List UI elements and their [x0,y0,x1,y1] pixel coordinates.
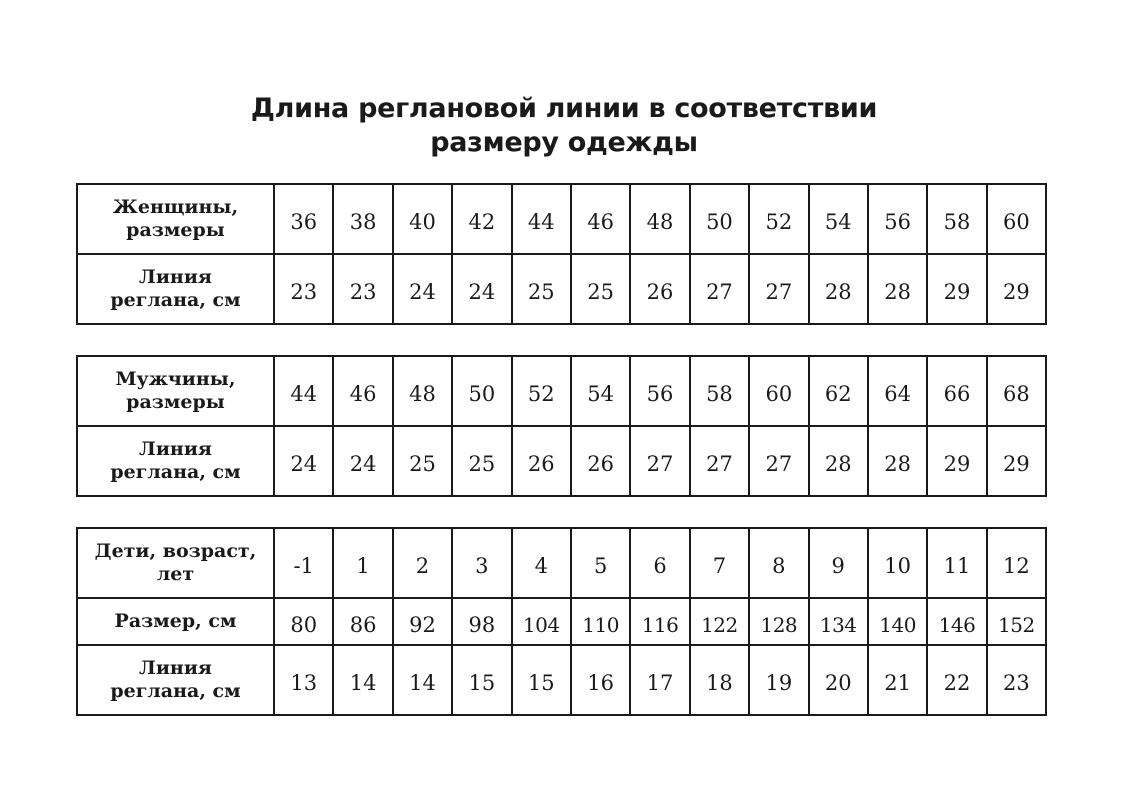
table-cell: 98 [452,598,511,645]
table-cell: -1 [274,528,333,598]
table-cell: 25 [452,426,511,496]
row-label [77,426,274,496]
row-label-line: Мужчины, [115,368,236,390]
table-cell: 104 [512,598,571,645]
table-cell: 134 [809,598,868,645]
men-size-table [76,355,1047,497]
table-cell: 26 [571,426,630,496]
table-cell: 15 [452,645,511,715]
row-label-line: Дети, возраст, [94,540,257,562]
row-label-line: Линия [139,438,212,460]
table-cell: 22 [927,645,986,715]
table-cell: 58 [690,356,749,426]
table-cell: 20 [809,645,868,715]
table-cell: 58 [927,184,986,254]
table-cell: 4 [512,528,571,598]
table-cell: 11 [927,528,986,598]
table-cell: 27 [690,254,749,324]
row-label [77,528,274,598]
table-cell: 42 [452,184,511,254]
table-cell: 146 [927,598,986,645]
table-cell: 29 [987,254,1046,324]
table-cell: 122 [690,598,749,645]
table-cell: 54 [571,356,630,426]
table-cell: 28 [868,254,927,324]
table-cell: 18 [690,645,749,715]
table-row [77,598,1046,645]
row-label-line: Женщины, [112,196,239,218]
table-cell: 14 [333,645,392,715]
table-cell: 15 [512,645,571,715]
row-label-line: размеры [126,219,225,241]
table-cell: 13 [274,645,333,715]
row-label-line: Линия [139,657,212,679]
table-cell: 12 [987,528,1046,598]
table-cell: 19 [749,645,808,715]
page-title [0,92,1128,160]
table-cell: 92 [393,598,452,645]
table-cell: 48 [630,184,689,254]
table-cell: 9 [809,528,868,598]
table-cell: 29 [927,426,986,496]
title-line-2: размеру одежды [430,127,698,158]
table-cell: 27 [749,426,808,496]
row-label-line: Размер, см [114,610,237,632]
table-cell: 48 [393,356,452,426]
row-label [77,254,274,324]
table-cell: 54 [809,184,868,254]
table-cell: 27 [630,426,689,496]
table-cell: 110 [571,598,630,645]
table-cell: 38 [333,184,392,254]
table-cell: 152 [987,598,1046,645]
table-row [77,356,1046,426]
table-cell: 29 [987,426,1046,496]
table-cell: 24 [452,254,511,324]
table-cell: 46 [571,184,630,254]
table-cell: 26 [512,426,571,496]
table-cell: 24 [333,426,392,496]
row-label-line: размеры [126,391,225,413]
table-cell: 36 [274,184,333,254]
table-row [77,645,1046,715]
table-cell: 23 [987,645,1046,715]
table-cell: 24 [274,426,333,496]
row-label [77,356,274,426]
table-cell: 44 [274,356,333,426]
table-cell: 10 [868,528,927,598]
kids-size-table [76,527,1047,716]
table-cell: 21 [868,645,927,715]
table-cell: 56 [868,184,927,254]
table-cell: 28 [868,426,927,496]
row-label-line: Линия [139,266,212,288]
table-cell: 25 [571,254,630,324]
title-line-1: Длина реглановой линии в соответствии [250,93,878,124]
table-cell: 56 [630,356,689,426]
table-row [77,426,1046,496]
table-cell: 64 [868,356,927,426]
row-label-line: реглана, см [110,680,241,702]
row-label-line: лет [156,563,195,585]
table-cell: 140 [868,598,927,645]
table-cell: 5 [571,528,630,598]
row-label [77,184,274,254]
table-row [77,184,1046,254]
table-cell: 50 [452,356,511,426]
table-row [77,254,1046,324]
table-cell: 52 [512,356,571,426]
table-cell: 23 [274,254,333,324]
table-cell: 80 [274,598,333,645]
table-cell: 25 [512,254,571,324]
table-cell: 46 [333,356,392,426]
table-cell: 26 [630,254,689,324]
table-cell: 66 [927,356,986,426]
table-cell: 52 [749,184,808,254]
table-cell: 2 [393,528,452,598]
table-cell: 7 [690,528,749,598]
table-cell: 86 [333,598,392,645]
table-cell: 27 [690,426,749,496]
women-size-table [76,183,1047,325]
table-cell: 17 [630,645,689,715]
table-cell: 44 [512,184,571,254]
row-label-line: реглана, см [110,461,241,483]
table-cell: 29 [927,254,986,324]
table-cell: 28 [809,254,868,324]
table-cell: 6 [630,528,689,598]
table-cell: 8 [749,528,808,598]
table-cell: 62 [809,356,868,426]
table-row [77,528,1046,598]
table-cell: 1 [333,528,392,598]
table-cell: 25 [393,426,452,496]
table-cell: 60 [987,184,1046,254]
table-cell: 40 [393,184,452,254]
table-cell: 24 [393,254,452,324]
table-cell: 116 [630,598,689,645]
table-cell: 68 [987,356,1046,426]
table-cell: 23 [333,254,392,324]
table-cell: 60 [749,356,808,426]
table-cell: 28 [809,426,868,496]
table-cell: 3 [452,528,511,598]
row-label-line: реглана, см [110,289,241,311]
row-label [77,598,274,645]
table-cell: 16 [571,645,630,715]
table-cell: 50 [690,184,749,254]
row-label [77,645,274,715]
table-cell: 27 [749,254,808,324]
table-cell: 128 [749,598,808,645]
table-cell: 14 [393,645,452,715]
